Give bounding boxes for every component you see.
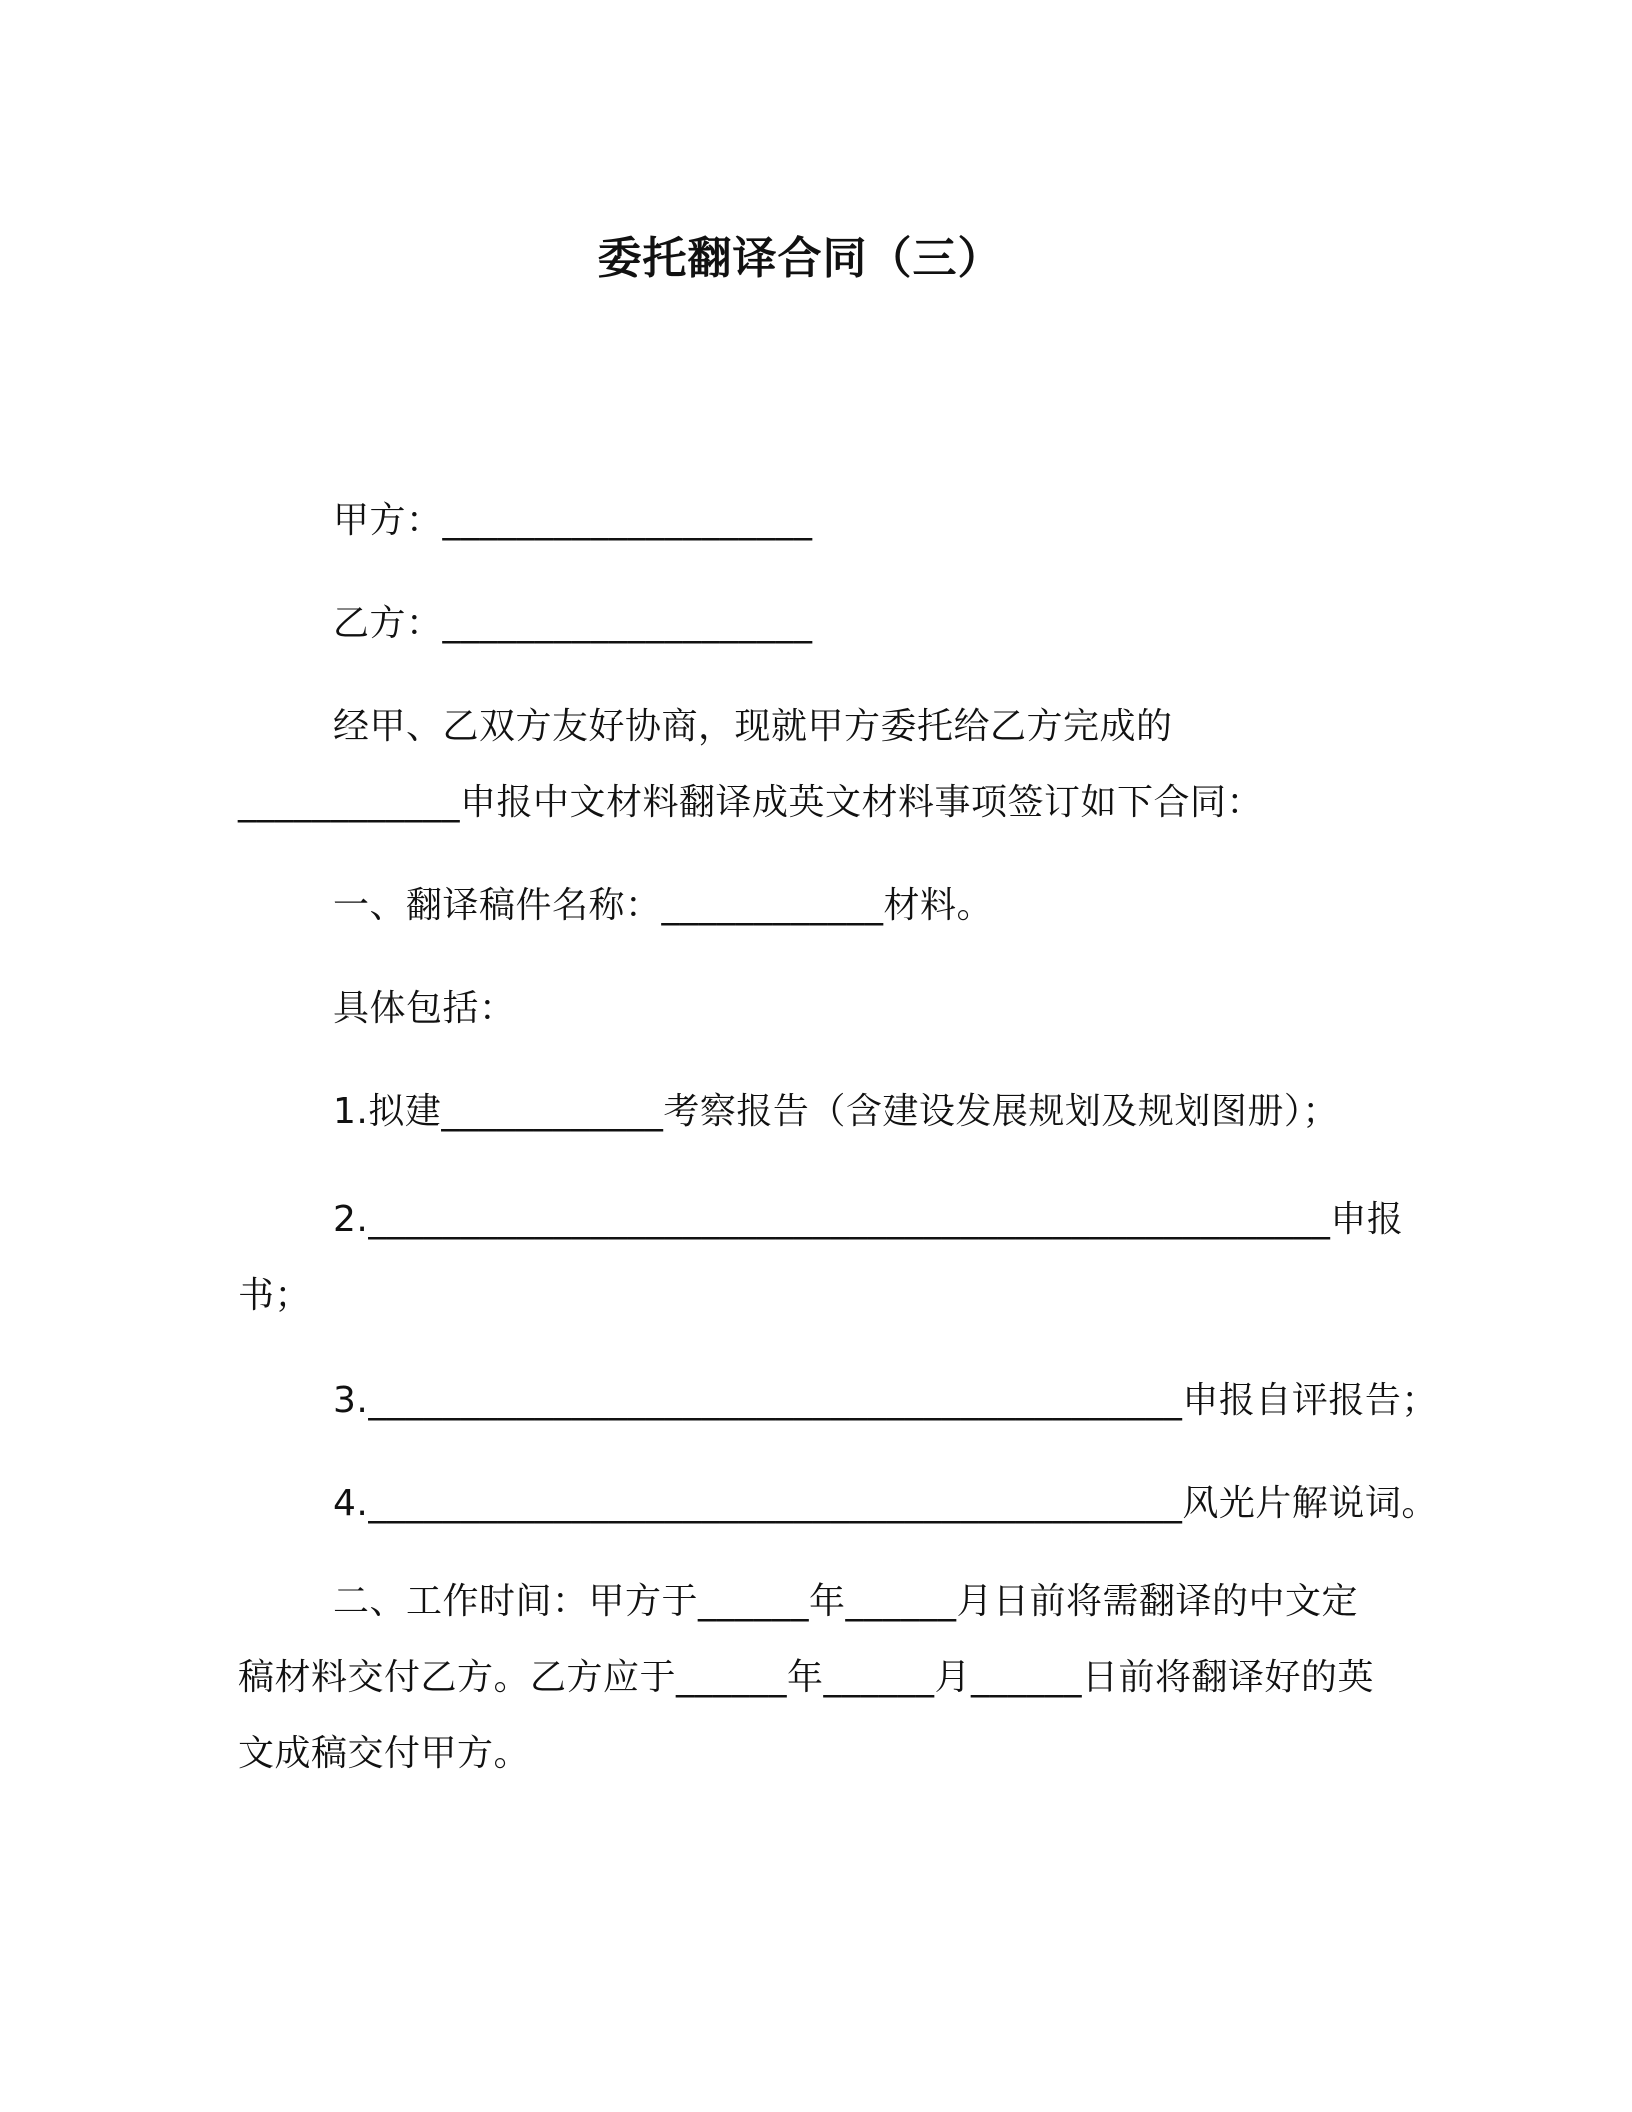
clause-1-heading: 一、翻译稿件名称：____________材料。	[333, 885, 994, 926]
list-item-4: 4.____________________________________________风光片解说词。	[333, 1483, 1438, 1524]
preamble-line-2: ____________申报中文材料翻译成英文材料事项签订如下合同：	[238, 782, 1264, 823]
party-b-line: 乙方：____________________	[333, 603, 813, 644]
list-item-1: 1.拟建____________考察报告（含建设发展规划及规划图册）；	[333, 1091, 1339, 1132]
list-item-2-continued: 书；	[238, 1275, 312, 1316]
document-title: 委托翻译合同（三）	[597, 233, 1003, 284]
clause-2-line-2: 稿材料交付乙方。乙方应于______年______月______日前将翻译好的英	[238, 1657, 1375, 1698]
clause-1-includes: 具体包括：	[333, 988, 516, 1029]
list-item-3: 3.____________________________________________申报自评报告；	[333, 1380, 1438, 1421]
party-a-line: 甲方：____________________	[333, 500, 813, 541]
list-item-2: 2.____________________________________________________申报	[333, 1199, 1404, 1240]
clause-2-line-1: 二、工作时间：甲方于______年______月日前将需翻译的中文定	[333, 1581, 1359, 1622]
preamble-line-1: 经甲、乙双方友好协商，现就甲方委托给乙方完成的	[333, 706, 1173, 747]
clause-2-line-3: 文成稿交付甲方。	[238, 1733, 531, 1774]
